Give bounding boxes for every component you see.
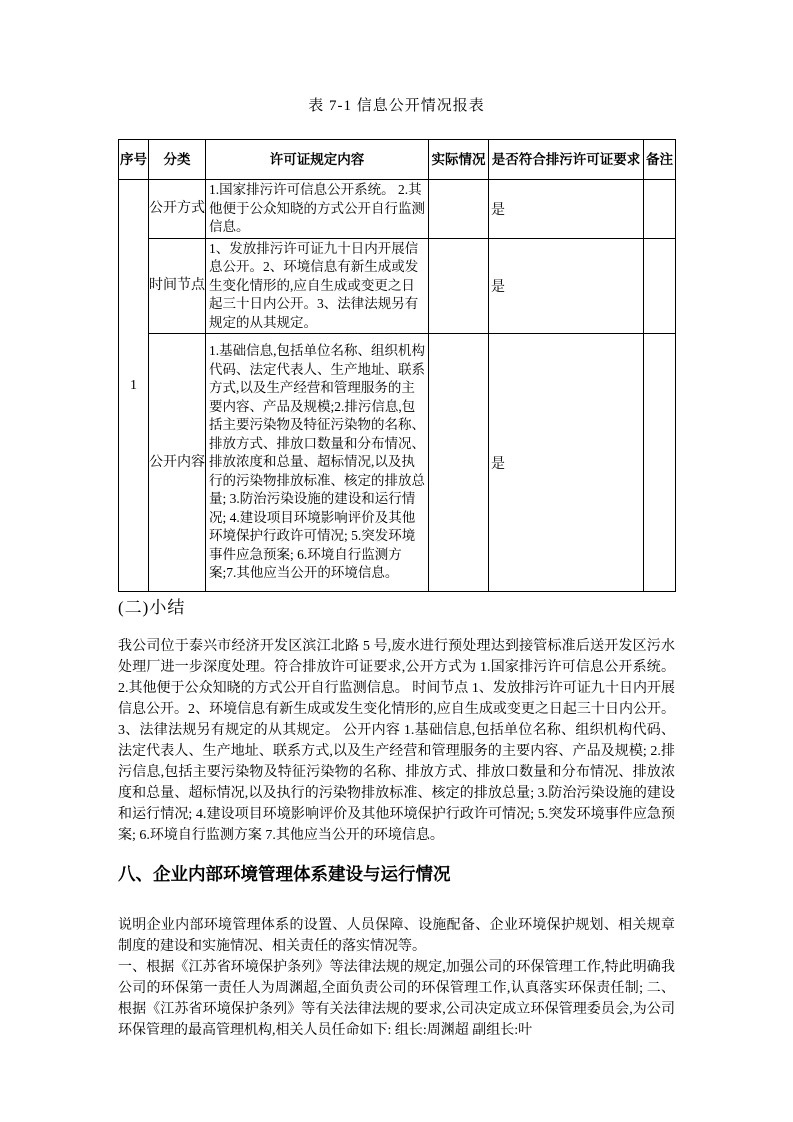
- summary-paragraph: 我公司位于泰兴市经济开发区滨江北路 5 号,废水进行预处理达到接管标准后送开发区污水处理厂进一步深度处理。符合排放许可证要求,公开方式为 1.国家排污许可信息公开系统。 2.其他便于公众知晓的方式公开自行监测信息。 时间节点 1、发放排污许可证九十日内开展信息公开。2、环境信息有新生成或发生变化情形的,应自生成或变更之日起三十日内公开。3、法律法规另有规定的从其规定。 公开内容 1.基础信息,包括单位名称、组织机构代码、法定代表人、生产地址、联系方式,以及生产经营和管理服务的主要内容、产品及规模; 2.排污信息,包括主要污染物及特征污染物的名称、排放方式、排放口数量和分布情况、排放浓度和总量、超标情况,以及执行的污染物排放标准、核定的排放总量; 3.防治污染设施的建设和运行情况; 4.建设项目环境影响评价及其他环境保护行政许可情况; 5.突发环境事件应急预案; 6.环境自行监测方案 7.其他应当公开的环境信息。: [118, 639, 675, 843]
- section-paragraph: 一、根据《江苏省环境保护条列》等法律法规的规定,加强公司的环保管理工作,特此明确我公司的环保第一责任人为周渊超,全面负责公司的环保管理工作,认真落实环保责任制; 二、根据《江苏省环境保护条列》等有关法律法规的要求,公司决定成立环保管理委员会,为公司环保管理的最高管理机构,相关人员任命如下: 组长:周渊超 副组长:叶: [118, 960, 675, 1038]
- disclosure-table: [118, 139, 676, 592]
- table-row: [119, 238, 676, 334]
- compliance-cell: 是: [489, 180, 644, 239]
- table-row: [119, 180, 676, 239]
- document-page: [118, 0, 675, 1041]
- actual-cell: [429, 180, 489, 239]
- actual-cell: [429, 334, 489, 592]
- remark-cell: [644, 334, 676, 592]
- remark-cell: [644, 238, 676, 334]
- section-8-heading: 八、企业内部环境管理体系建设与运行情况: [118, 864, 451, 884]
- permit-content-cell: 1.国家排污许可信息公开系统。 2.其他便于公众知晓的方式公开自行监测信息。: [206, 180, 429, 239]
- table-row: [119, 334, 676, 592]
- serial-cell: 1: [119, 180, 149, 592]
- compliance-cell: 是: [489, 334, 644, 592]
- table-header-row: [119, 140, 676, 180]
- header-compliance: 是否符合排污许可证要求: [489, 140, 644, 180]
- permit-content-cell: 1.基础信息,包括单位名称、组织机构代码、法定代表人、生产地址、联系方式,以及生产经营和管理服务的主要内容、产品及规模;2.排污信息,包括主要污染物及特征污染物的名称、排放方式、排放口数量和分布情况、排放浓度和总量、超标情况,以及执行的污染物排放标准、核定的排放总量; 3.防治污染设施的建设和运行情况; 4.建设项目环境影响评价及其他环境保护行政许可情况; 5.突发环境事件应急预案; 6.环境自行监测方案;7.其他应当公开的环境信息。: [206, 334, 429, 592]
- header-permit-content: 许可证规定内容: [206, 140, 429, 180]
- permit-content-cell: 1、发放排污许可证九十日内开展信息公开。2、环境信息有新生成或发生变化情形的,应自生成或变更之日起三十日内公开。3、法律法规另有规定的从其规定。: [206, 238, 429, 334]
- header-actual: 实际情况: [429, 140, 489, 180]
- category-cell: 公开方式: [149, 180, 206, 239]
- category-cell: 公开内容: [149, 334, 206, 592]
- page-title: 表 7-1 信息公开情况报表: [308, 98, 485, 114]
- summary-heading: (二)小结: [118, 598, 186, 617]
- remark-cell: [644, 180, 676, 239]
- category-cell: 时间节点: [149, 238, 206, 334]
- compliance-cell: 是: [489, 238, 644, 334]
- header-serial: 序号: [119, 140, 149, 180]
- header-category: 分类: [149, 140, 206, 180]
- actual-cell: [429, 238, 489, 334]
- header-remark: 备注: [644, 140, 676, 180]
- section-8-body: [118, 915, 675, 1041]
- section-paragraph: 说明企业内部环境管理体系的设置、人员保障、设施配备、企业环境保护规划、相关规章制度的建设和实施情况、相关责任的落实情况等。: [118, 918, 675, 954]
